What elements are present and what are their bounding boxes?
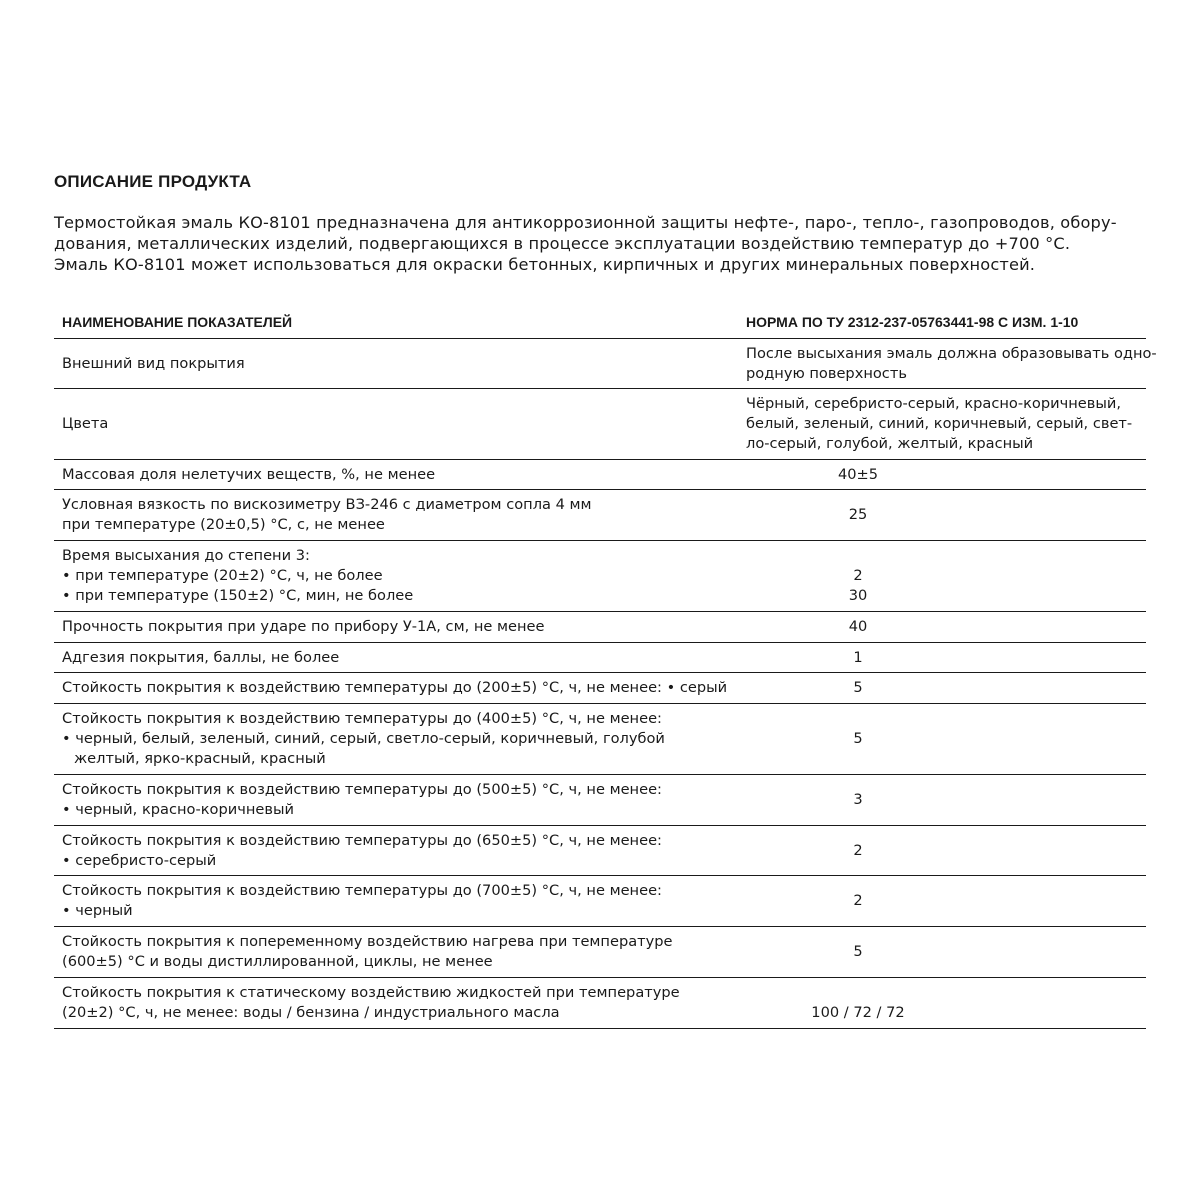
parameter-name-line: при температуре (20±0,5) °С, с, не менее	[62, 516, 385, 533]
parameter-name-line: желтый, ярко-красный, красный	[74, 750, 326, 767]
parameter-norm-line: родную поверхность	[746, 364, 907, 382]
parameter-norm-line: ло-серый, голубой, желтый, красный	[746, 435, 1034, 452]
parameter-norm-line: 40	[848, 618, 868, 635]
parameter-name	[54, 978, 734, 1029]
parameter-norm	[734, 460, 1146, 490]
parameter-name	[54, 876, 734, 927]
parameter-name-line: • черный, красно-коричневый	[62, 801, 294, 818]
table-row	[54, 460, 1146, 490]
parameter-norm-line: 100 / 72 / 72	[811, 1004, 905, 1021]
parameter-name-line: Стойкость покрытия к воздействию температуры до (700±5) °С, ч, не менее:	[62, 882, 662, 899]
parameter-norm-line: 25	[848, 506, 868, 523]
description-line: Эмаль КО-8101 может использоваться для окраски бетонных, кирпичных и других минеральных поверхностей.	[54, 255, 1036, 274]
parameter-norm-line: 2	[853, 841, 863, 859]
parameter-norm	[734, 704, 1146, 775]
parameter-name-line: • черный, белый, зеленый, синий, серый, светло-серый, коричневый, голубой	[62, 730, 665, 747]
parameter-name-line: Массовая доля нелетучих веществ, %, не менее	[62, 465, 436, 483]
parameter-norm-line: 3	[853, 791, 863, 808]
parameter-norm-line: 2	[853, 892, 863, 909]
product-description-page	[54, 170, 1157, 1029]
spec-table	[54, 306, 1157, 1029]
parameter-name	[54, 826, 734, 876]
parameter-name-line: Стойкость покрытия к воздействию температуры до (200±5) °С, ч, не менее: • серый	[62, 679, 728, 696]
table-row	[54, 673, 1146, 704]
parameter-name-line: Время высыхания до степени 3:	[62, 547, 310, 564]
parameter-name-line: (20±2) °С, ч, не менее: воды / бензина / индустриального масла	[62, 1004, 560, 1021]
parameter-name	[54, 643, 734, 673]
parameter-name-line: (600±5) °С и воды дистиллированной, циклы, не менее	[62, 953, 493, 970]
parameter-norm-line: белый, зеленый, синий, коричневый, серый, свет-	[746, 415, 1133, 432]
parameter-name	[54, 612, 734, 643]
parameter-name-line: • черный	[62, 902, 133, 919]
section-title: ОПИСАНИЕ ПРОДУКТА	[54, 172, 252, 191]
table-row	[54, 978, 1146, 1029]
parameter-norm-line: 2	[853, 567, 863, 584]
parameter-norm-line: 5	[853, 679, 863, 696]
parameter-norm	[734, 541, 1146, 612]
parameter-norm	[734, 643, 1146, 673]
parameter-norm-line: 5	[853, 943, 863, 960]
parameter-norm	[734, 673, 1146, 704]
table-row	[54, 490, 1146, 541]
parameter-name-line: Внешний вид покрытия	[62, 354, 245, 372]
table-row	[54, 927, 1146, 978]
parameter-norm	[734, 490, 1146, 541]
parameter-norm-line: 1	[853, 648, 863, 666]
parameter-norm	[734, 978, 1146, 1029]
parameter-norm	[734, 876, 1146, 927]
parameter-name-line: • при температуре (150±2) °С, мин, не более	[62, 587, 414, 604]
parameter-norm-line	[648, 546, 1068, 566]
parameter-name-line: Адгезия покрытия, баллы, не более	[62, 648, 340, 666]
parameter-norm-line	[648, 983, 1068, 1003]
parameter-norm-line: Чёрный, серебристо-серый, красно-коричневый,	[746, 395, 1121, 412]
parameter-norm-line: После высыхания эмаль должна образовывать одно-	[746, 344, 1157, 362]
table-row	[54, 389, 1146, 460]
parameter-name-line: Стойкость покрытия к воздействию температуры до (500±5) °С, ч, не менее:	[62, 781, 662, 798]
parameter-norm	[734, 389, 1146, 460]
parameter-norm	[734, 927, 1146, 978]
table-row	[54, 876, 1146, 927]
parameter-name-line: Стойкость покрытия к воздействию температуры до (400±5) °С, ч, не менее:	[62, 710, 662, 727]
table-row	[54, 339, 1146, 389]
parameter-name-line: • серебристо-серый	[62, 851, 217, 869]
parameter-name-line: • при температуре (20±2) °С, ч, не более	[62, 567, 383, 584]
table-row	[54, 826, 1146, 876]
parameter-norm	[734, 612, 1146, 643]
description-line: Термостойкая эмаль КО-8101 предназначена для антикоррозионной защиты нефте-, паро-, тепло-, газопроводов, обору-	[54, 213, 1117, 232]
parameter-name	[54, 673, 734, 704]
table-header-row	[54, 306, 1146, 339]
parameter-name	[54, 927, 734, 978]
parameter-name	[54, 460, 734, 490]
column-header-name: НАИМЕНОВАНИЕ ПОКАЗАТЕЛЕЙ	[54, 306, 734, 339]
parameter-name-line: Стойкость покрытия к попеременному воздействию нагрева при температуре	[62, 933, 673, 950]
parameter-name	[54, 541, 734, 612]
parameter-name	[54, 339, 734, 389]
parameter-norm-line: 30	[848, 587, 868, 604]
table-row	[54, 704, 1146, 775]
parameter-name	[54, 389, 734, 460]
table-row	[54, 612, 1146, 643]
table-row	[54, 643, 1146, 673]
parameter-norm-line: 5	[853, 730, 863, 747]
parameter-name-line: Условная вязкость по вискозиметру ВЗ-246 с диаметром сопла 4 мм	[62, 496, 592, 513]
column-header-norm: НОРМА ПО ТУ 2312-237-05763441-98 С ИЗМ. 1-10	[734, 306, 1146, 339]
parameter-name-line: Стойкость покрытия к воздействию температуры до (650±5) °С, ч, не менее:	[62, 831, 662, 849]
parameter-name	[54, 490, 734, 541]
product-description	[54, 212, 1146, 275]
parameter-name	[54, 704, 734, 775]
table-row	[54, 541, 1146, 612]
parameter-name-line: Прочность покрытия при ударе по прибору У-1А, см, не менее	[62, 618, 545, 635]
parameter-name-line: Стойкость покрытия к статическому воздействию жидкостей при температуре	[62, 984, 680, 1001]
parameter-norm	[734, 826, 1146, 876]
parameter-norm	[734, 775, 1146, 826]
parameter-name-line: Цвета	[62, 415, 109, 432]
parameter-norm-line: 40±5	[837, 465, 879, 483]
table-row	[54, 775, 1146, 826]
table-body	[54, 339, 1157, 1029]
parameter-norm	[734, 339, 1157, 389]
description-line: дования, металлических изделий, подвергающихся в процессе эксплуатации воздействию температур до +700 °С.	[54, 234, 1071, 253]
parameter-name	[54, 775, 734, 826]
